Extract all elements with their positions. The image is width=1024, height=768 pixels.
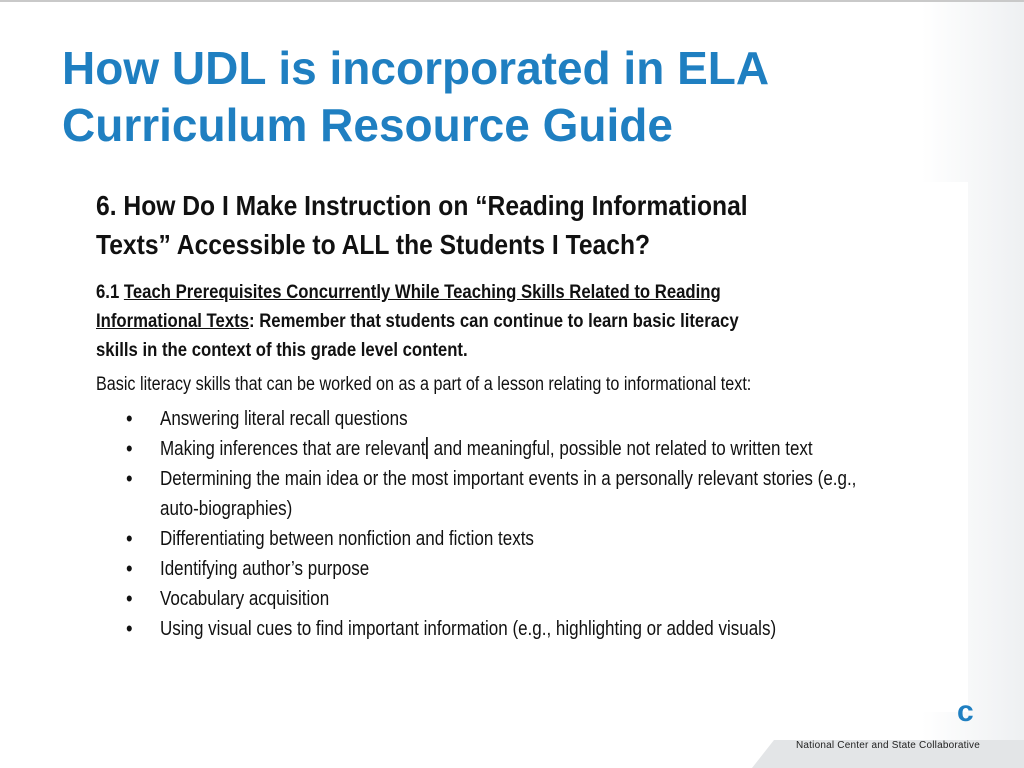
slide-title-line-1: How UDL is incorporated in ELA: [62, 42, 770, 94]
list-item: [126, 404, 862, 434]
list-item: [126, 584, 862, 614]
top-divider: [0, 0, 1024, 2]
subsection-link-line-2: Informational Texts: [96, 311, 249, 332]
list-item-text: Answering literal recall questions: [160, 408, 408, 430]
subsection-text-line-3: skills in the context of this grade level content.: [96, 340, 468, 361]
list-item-text: Determining the main idea or the most important events in a personally relevant stories (e.g., auto-biographies): [160, 468, 857, 520]
subsection-text-line-2: : Remember that students can continue to learn basic literacy: [248, 311, 739, 332]
slide-title-line-2: Curriculum Resource Guide: [62, 99, 673, 151]
footer-organization: National Center and State Collaborative: [796, 740, 981, 751]
logo-mark: c: [957, 695, 974, 728]
subsection-link-line-1: Teach Prerequisites Concurrently While Teaching Skills Related to Reading: [123, 282, 721, 303]
intro-text: Basic literacy skills that can be worked on as a part of a lesson relating to informational text:: [96, 374, 752, 395]
subsection-heading: [96, 278, 904, 365]
document-heading-line-2: Texts” Accessible to ALL the Students I Teach?: [96, 229, 651, 260]
list-item-text-end: and meaningful, possible not related to written text: [428, 438, 813, 460]
subsection-number: 6.1: [96, 282, 124, 303]
list-item: [126, 524, 862, 554]
list-item-text: Identifying author’s purpose: [160, 558, 370, 580]
list-item-text: Differentiating between nonfiction and fiction texts: [160, 528, 534, 550]
list-item-text: Vocabulary acquisition: [160, 588, 330, 610]
list-item: [126, 554, 862, 584]
document-excerpt: [88, 182, 968, 712]
list-item: [126, 464, 862, 524]
list-item-text: Using visual cues to find important information (e.g., highlighting or added visuals): [160, 618, 777, 640]
list-item: [126, 434, 862, 464]
list-item-text-start: Making inferences that are relevant: [160, 438, 426, 460]
document-heading: [96, 186, 765, 264]
skills-list: [126, 404, 862, 644]
list-item: [126, 614, 862, 644]
slide-title: [62, 40, 962, 154]
document-heading-line-1: 6. How Do I Make Instruction on “Reading Informational: [96, 190, 748, 221]
